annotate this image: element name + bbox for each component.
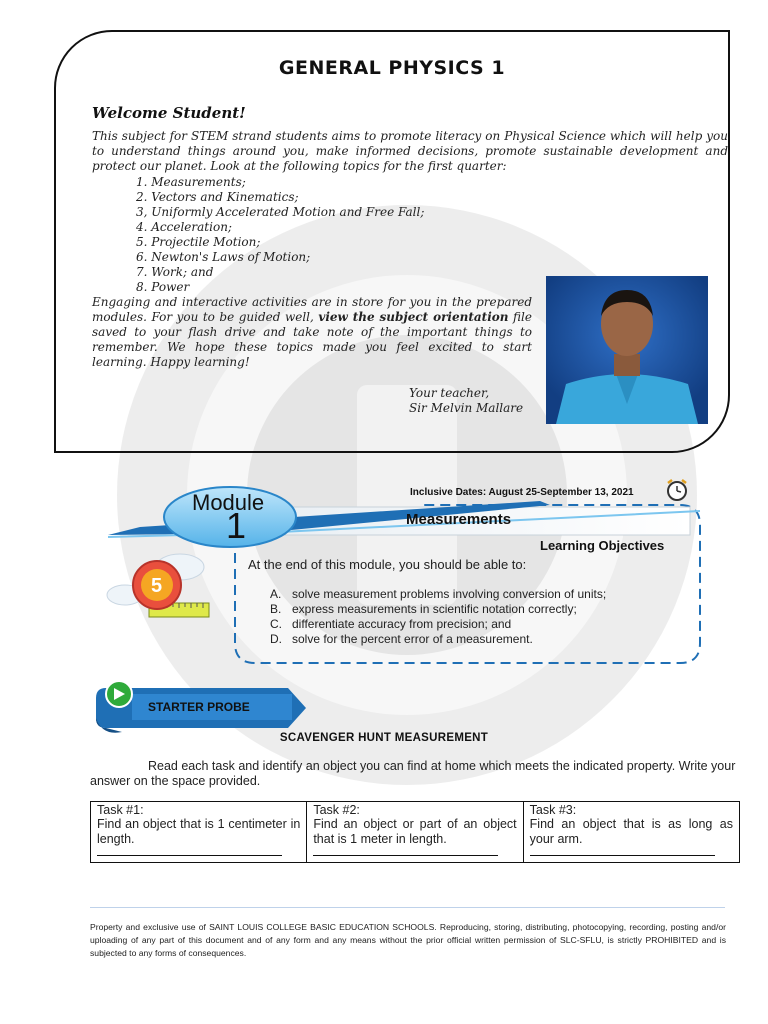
tape-number: 5: [151, 575, 163, 597]
document-title: GENERAL PHYSICS 1: [278, 57, 506, 79]
topic-item: 4. Acceleration;: [136, 220, 232, 234]
task-cell: [523, 802, 739, 863]
intro-paragraph: This subject for STEM strand students aims to promote literacy on Physical Science which will help you to understand things around you, make informed decisions, promote sustainable development and protect our planet. Look at the following topics for the first quarter:: [92, 129, 728, 173]
task-cell: [91, 802, 307, 863]
topic-item: 8. Power: [136, 280, 190, 294]
alarm-clock-icon: [665, 477, 689, 503]
task-cell: [307, 802, 523, 863]
task-heading: Task #3:: [529, 803, 577, 817]
starter-probe-label: STARTER PROBE: [148, 700, 250, 714]
copyright-notice: Property and exclusive use of SAINT LOUIS COLLEGE BASIC EDUCATION SCHOOLS. Reproducing, storing, distributing, photocopying, recording, posting and/or uploading of any part of this document and of any form and any means without the prior official written permission of SLC-SFLU, is strictly PROHIBITED and is subjected to any forms of consequences.: [90, 922, 726, 958]
task-description: Find an object that is 1 centimeter in length.: [97, 817, 301, 846]
teacher-photo: [546, 276, 708, 424]
topic-list: [136, 175, 424, 295]
task-heading: Task #1:: [97, 803, 144, 817]
inclusive-dates: Inclusive Dates: August 25-September 13, 2021: [410, 487, 634, 498]
objectives-list: [270, 587, 606, 647]
objectives-intro: At the end of this module, you should be able to:: [248, 557, 527, 572]
teacher-name: Sir Melvin Mallare: [409, 401, 524, 415]
greeting: Welcome Student!: [92, 104, 246, 122]
outro-emphasis: view the subject orientation: [318, 310, 509, 324]
topic-item: 6. Newton's Laws of Motion;: [136, 250, 311, 264]
module-label: Module: [192, 490, 265, 515]
task-description: Find an object or part of an object that is 1 meter in length.: [313, 817, 517, 846]
outro-paragraph: [92, 295, 532, 370]
objective-item: D. solve for the percent error of a measurement.: [270, 632, 533, 646]
topic-item: 3, Uniformly Accelerated Motion and Free Fall;: [136, 205, 425, 219]
signoff-line: Your teacher,: [409, 386, 490, 400]
activity-instructions: Read each task and identify an object you can find at home which meets the indicated property. Write your answer on the space provided.: [90, 759, 736, 788]
objective-item: C. differentiate accuracy from precision; and: [270, 617, 512, 631]
welcome-box: [54, 30, 730, 453]
measuring-tape-icon: [105, 545, 215, 640]
activity-title: SCAVENGER HUNT MEASUREMENT: [279, 732, 489, 744]
table-row: [91, 802, 740, 863]
topic-item: 1. Measurements;: [136, 175, 246, 189]
outro-text-start: Engaging and interactive activities are in store for you in the prepared modules. For you to be guided well,: [92, 295, 532, 324]
objective-item: A. solve measurement problems involving conversion of units;: [270, 587, 607, 601]
answer-line[interactable]: [530, 847, 715, 856]
outro-text-end: file saved to your flash drive and take note of the important things to remember. We hope these topics made you feel excited to start learning. Happy learning!: [92, 310, 532, 369]
task-heading: Task #2:: [313, 803, 360, 817]
task-description: Find an object that is as long as your arm.: [529, 817, 733, 846]
module-title: Measurements: [406, 511, 512, 528]
learning-objectives-heading: Learning Objectives: [540, 538, 665, 553]
module-section: [100, 475, 710, 675]
signoff: [409, 386, 523, 416]
topic-item: 7. Work; and: [136, 265, 214, 279]
footer-divider: [90, 907, 725, 908]
task-table: [90, 801, 740, 863]
objective-item: B. express measurements in scientific notation correctly;: [270, 602, 577, 616]
module-number: 1: [226, 505, 247, 546]
answer-line[interactable]: [97, 847, 282, 856]
topic-item: 5. Projectile Motion;: [136, 235, 261, 249]
answer-line[interactable]: [313, 847, 498, 856]
topic-item: 2. Vectors and Kinematics;: [136, 190, 299, 204]
